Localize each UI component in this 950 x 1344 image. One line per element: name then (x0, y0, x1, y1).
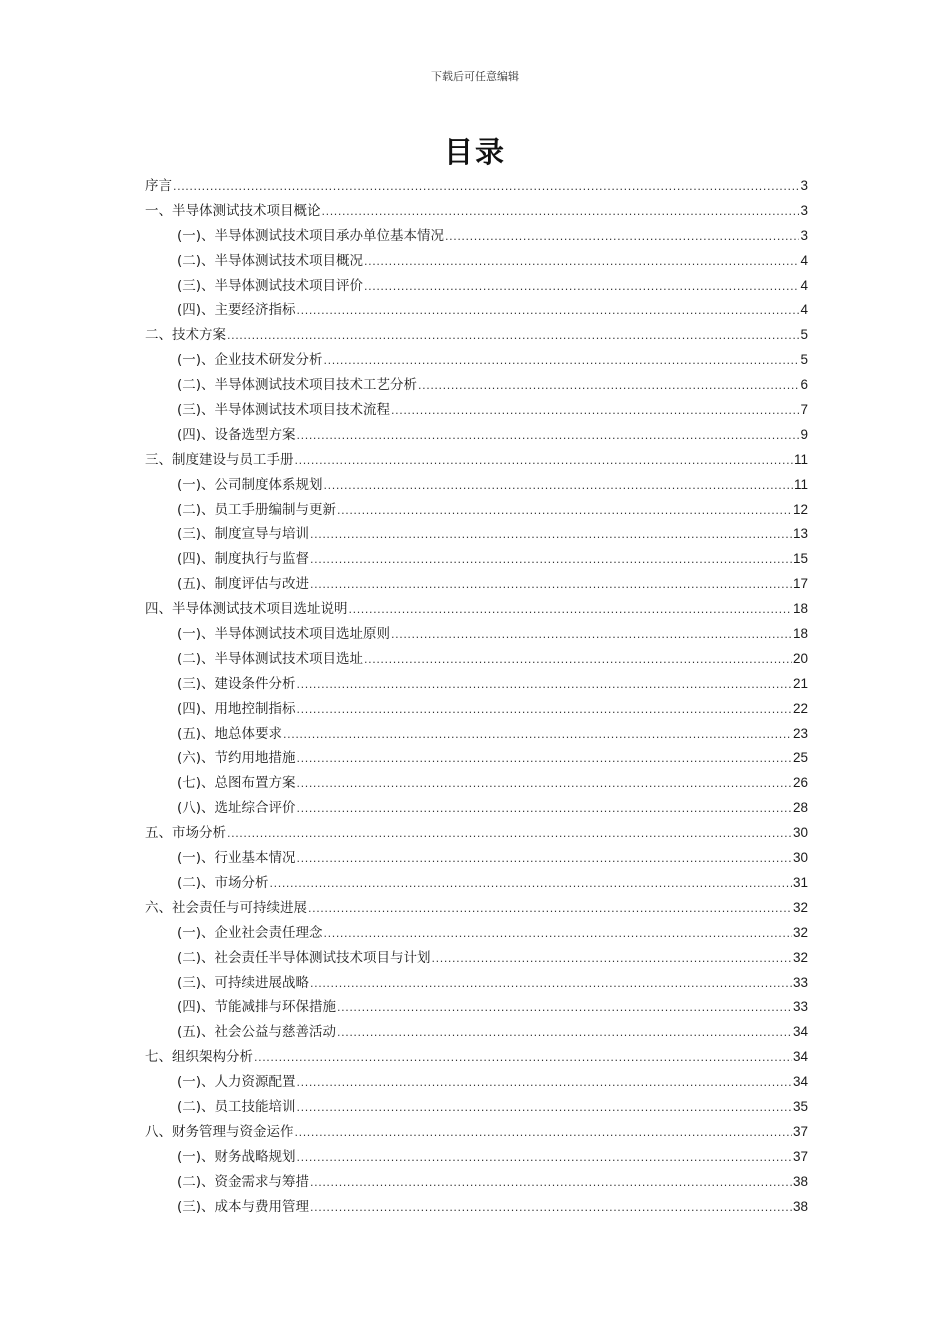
table-of-contents (145, 174, 808, 1219)
toc-leader-dots (227, 822, 792, 847)
toc-entry-label: (二)、员工技能培训 (177, 1098, 296, 1115)
toc-leader-dots (445, 225, 799, 250)
toc-leader-dots (297, 1071, 792, 1096)
toc-entry-label: (三)、制度宣导与培训 (177, 526, 310, 543)
toc-entry[interactable] (145, 1070, 808, 1095)
toc-entry-label: (四)、制度执行与监督 (177, 551, 310, 568)
toc-entry-label: 七、组织架构分析 (145, 1049, 253, 1066)
toc-leader-dots (364, 275, 799, 300)
toc-entry-page: 18 (792, 626, 808, 642)
toc-leader-dots (432, 947, 792, 972)
toc-entry-label: (一)、企业社会责任理念 (177, 924, 323, 941)
toc-entry-label: (七)、总图布置方案 (177, 775, 296, 792)
toc-entry-page: 18 (792, 601, 808, 617)
toc-entry-page: 3 (800, 227, 808, 243)
toc-entry-label: 二、技术方案 (145, 327, 226, 344)
toc-leader-dots (227, 324, 799, 349)
toc-entry-label: (二)、社会责任半导体测试技术项目与计划 (177, 949, 431, 966)
toc-entry-page: 37 (792, 1123, 808, 1139)
toc-entry-page: 38 (792, 1198, 808, 1214)
toc-entry-page: 33 (792, 999, 808, 1015)
toc-entry-label: (三)、建设条件分析 (177, 675, 296, 692)
toc-entry-page: 7 (800, 402, 808, 418)
toc-leader-dots (295, 449, 793, 474)
toc-entry-page: 33 (792, 974, 808, 990)
toc-leader-dots (297, 847, 792, 872)
toc-entry[interactable] (145, 846, 808, 871)
toc-entry-page: 11 (793, 451, 808, 467)
toc-entry-page: 21 (792, 675, 808, 691)
toc-entry-label: (二)、半导体测试技术项目技术工艺分析 (177, 377, 418, 394)
toc-leader-dots (310, 1196, 792, 1221)
toc-leader-dots (297, 299, 800, 324)
toc-entry[interactable] (145, 249, 808, 274)
toc-entry-page: 5 (800, 327, 808, 343)
toc-entry-page: 28 (792, 800, 808, 816)
toc-entry[interactable] (145, 871, 808, 896)
toc-leader-dots (337, 1021, 792, 1046)
toc-leader-dots (337, 996, 792, 1021)
toc-entry-label: (三)、半导体测试技术项目评价 (177, 277, 364, 294)
toc-entry[interactable] (145, 921, 808, 946)
toc-entry[interactable] (145, 896, 808, 921)
toc-entry-label: (二)、员工手册编制与更新 (177, 501, 337, 518)
toc-entry[interactable] (145, 199, 808, 224)
toc-entry[interactable] (145, 423, 808, 448)
toc-entry-label: (五)、制度评估与改进 (177, 576, 310, 593)
toc-entry[interactable] (145, 722, 808, 747)
toc-entry-label: (二)、半导体测试技术项目概况 (177, 252, 364, 269)
toc-entry[interactable] (145, 796, 808, 821)
toc-leader-dots (324, 474, 793, 499)
toc-entry[interactable] (145, 522, 808, 547)
toc-entry-label: (五)、地总体要求 (177, 725, 283, 742)
toc-leader-dots (270, 872, 792, 897)
toc-entry[interactable] (145, 298, 808, 323)
toc-leader-dots (349, 598, 792, 623)
toc-entry-label: 一、半导体测试技术项目概论 (145, 202, 321, 219)
toc-entry-label: (八)、选址综合评价 (177, 800, 296, 817)
toc-entry-label: 序言 (145, 178, 172, 194)
toc-leader-dots (391, 623, 792, 648)
toc-entry-page: 4 (800, 302, 808, 318)
toc-entry-page: 26 (792, 775, 808, 791)
toc-entry[interactable] (145, 746, 808, 771)
toc-entry[interactable] (145, 647, 808, 672)
toc-leader-dots (295, 1121, 792, 1146)
toc-entry-label: (四)、用地控制指标 (177, 700, 296, 717)
toc-entry-label: 三、制度建设与员工手册 (145, 451, 294, 468)
toc-leader-dots (297, 797, 792, 822)
toc-entry[interactable] (145, 771, 808, 796)
toc-entry[interactable] (145, 448, 808, 473)
toc-leader-dots (173, 175, 799, 200)
toc-leader-dots (324, 349, 800, 374)
toc-entry[interactable] (145, 1145, 808, 1170)
toc-entry[interactable] (145, 995, 808, 1020)
toc-entry[interactable] (145, 622, 808, 647)
toc-entry-label: (六)、节约用地措施 (177, 750, 296, 767)
header-note: 下载后可任意编辑 (431, 70, 519, 83)
toc-leader-dots (297, 424, 800, 449)
toc-entry-label: (五)、社会公益与慈善活动 (177, 1024, 337, 1041)
toc-entry[interactable] (145, 473, 808, 498)
toc-entry-label: (二)、半导体测试技术项目选址 (177, 650, 364, 667)
toc-entry-page: 4 (800, 252, 808, 268)
toc-entry-page: 37 (792, 1148, 808, 1164)
toc-entry-label: (三)、半导体测试技术项目技术流程 (177, 402, 391, 419)
toc-entry[interactable] (145, 1170, 808, 1195)
toc-entry-page: 38 (792, 1173, 808, 1189)
toc-entry-label: (四)、设备选型方案 (177, 426, 296, 443)
toc-entry[interactable] (145, 323, 808, 348)
toc-leader-dots (310, 548, 792, 573)
toc-entry-label: 八、财务管理与资金运作 (145, 1123, 294, 1140)
toc-entry-page: 11 (793, 476, 808, 492)
toc-title: 目录 (443, 135, 506, 169)
toc-entry-label: (三)、可持续进展战略 (177, 974, 310, 991)
toc-entry[interactable] (145, 697, 808, 722)
toc-entry-page: 15 (792, 551, 808, 567)
toc-leader-dots (310, 523, 792, 548)
toc-leader-dots (364, 648, 792, 673)
toc-entry[interactable] (145, 498, 808, 523)
toc-leader-dots (310, 1171, 792, 1196)
toc-entry[interactable] (145, 1195, 808, 1220)
toc-leader-dots (254, 1046, 792, 1071)
toc-entry-page: 4 (800, 277, 808, 293)
toc-leader-dots (297, 1146, 792, 1171)
toc-leader-dots (322, 200, 800, 225)
toc-leader-dots (310, 573, 792, 598)
toc-leader-dots (308, 897, 792, 922)
toc-leader-dots (297, 673, 792, 698)
toc-entry-page: 25 (792, 750, 808, 766)
toc-entry-label: (一)、半导体测试技术项目选址原则 (177, 626, 391, 643)
toc-leader-dots (418, 374, 799, 399)
toc-entry[interactable] (145, 373, 808, 398)
toc-entry-page: 30 (792, 850, 808, 866)
toc-entry-page: 13 (792, 526, 808, 542)
toc-entry-label: (一)、人力资源配置 (177, 1074, 296, 1091)
toc-entry[interactable] (145, 348, 808, 373)
toc-entry[interactable] (145, 1020, 808, 1045)
toc-entry[interactable] (145, 672, 808, 697)
toc-entry[interactable] (145, 1045, 808, 1070)
toc-entry-page: 17 (792, 576, 808, 592)
toc-entry-page: 32 (792, 924, 808, 940)
toc-entry-page: 34 (792, 1024, 808, 1040)
toc-entry[interactable] (145, 174, 808, 199)
toc-entry-label: (一)、行业基本情况 (177, 850, 296, 867)
toc-entry-label: (四)、主要经济指标 (177, 302, 296, 319)
toc-entry-label: (一)、公司制度体系规划 (177, 476, 323, 493)
toc-leader-dots (283, 723, 792, 748)
toc-entry-label: (二)、市场分析 (177, 874, 269, 891)
toc-entry-page: 34 (792, 1074, 808, 1090)
toc-entry[interactable] (145, 274, 808, 299)
toc-entry[interactable] (145, 597, 808, 622)
toc-leader-dots (364, 250, 799, 275)
toc-entry-page: 32 (792, 899, 808, 915)
toc-entry-label: (三)、成本与费用管理 (177, 1198, 310, 1215)
toc-entry[interactable] (145, 224, 808, 249)
toc-entry-label: 四、半导体测试技术项目选址说明 (145, 601, 348, 618)
toc-leader-dots (297, 698, 792, 723)
toc-entry-page: 30 (792, 825, 808, 841)
toc-entry-page: 5 (800, 352, 808, 368)
toc-entry-page: 23 (792, 725, 808, 741)
toc-entry-label: (四)、节能减排与环保措施 (177, 999, 337, 1016)
toc-leader-dots (337, 499, 792, 524)
toc-entry-label: (一)、财务战略规划 (177, 1148, 296, 1165)
toc-entry[interactable] (145, 1120, 808, 1145)
toc-entry-page: 20 (792, 650, 808, 666)
toc-entry[interactable] (145, 821, 808, 846)
toc-entry-page: 31 (792, 874, 808, 890)
toc-leader-dots (297, 772, 792, 797)
toc-leader-dots (391, 399, 799, 424)
toc-entry-page: 6 (800, 377, 808, 393)
toc-entry[interactable] (145, 971, 808, 996)
toc-entry[interactable] (145, 1095, 808, 1120)
toc-entry-label: 六、社会责任与可持续进展 (145, 899, 307, 916)
toc-entry-label: (二)、资金需求与筹措 (177, 1173, 310, 1190)
toc-entry-label: (一)、半导体测试技术项目承办单位基本情况 (177, 227, 445, 244)
toc-entry-page: 22 (792, 700, 808, 716)
toc-entry[interactable] (145, 547, 808, 572)
toc-entry-page: 32 (792, 949, 808, 965)
toc-entry-page: 3 (800, 178, 808, 193)
toc-entry-label: (一)、企业技术研发分析 (177, 352, 323, 369)
toc-entry-page: 35 (792, 1098, 808, 1114)
toc-leader-dots (297, 1096, 792, 1121)
toc-entry-page: 12 (792, 501, 808, 517)
toc-entry-page: 9 (800, 426, 808, 442)
toc-entry-page: 34 (792, 1049, 808, 1065)
toc-entry[interactable] (145, 572, 808, 597)
toc-leader-dots (297, 747, 792, 772)
toc-leader-dots (324, 922, 792, 947)
toc-entry-page: 3 (800, 202, 808, 218)
toc-entry[interactable] (145, 946, 808, 971)
toc-entry[interactable] (145, 398, 808, 423)
toc-leader-dots (310, 972, 792, 997)
toc-entry-label: 五、市场分析 (145, 825, 226, 842)
